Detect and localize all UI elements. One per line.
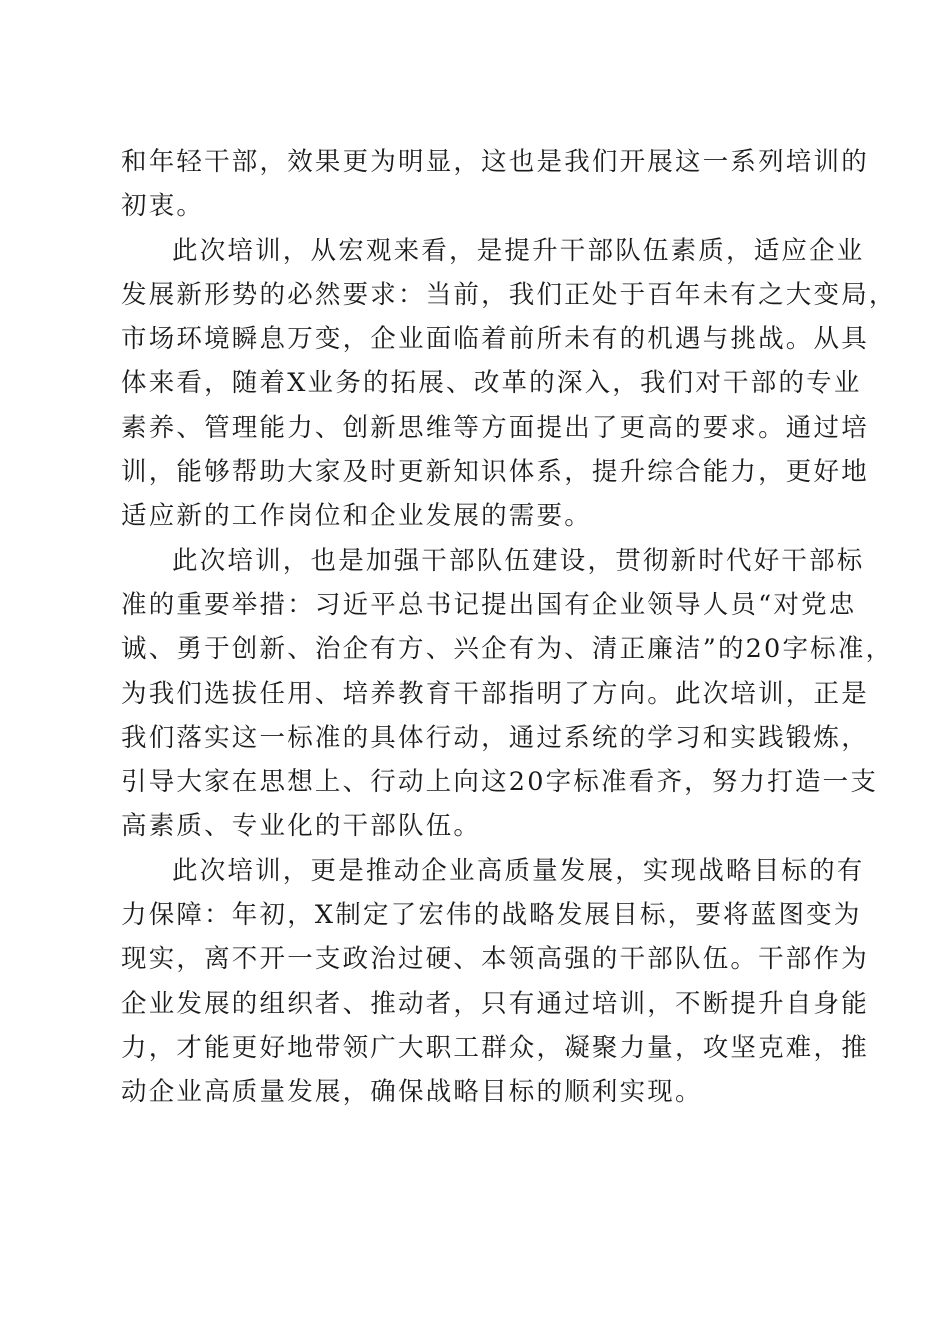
paragraph-2 xyxy=(121,229,897,539)
text-line: 动企业高质量发展，确保战略目标的顺利实现。 xyxy=(121,1077,703,1108)
text-line: 现实，离不开一支政治过硬、本领高强的干部队伍。干部作为 xyxy=(121,944,869,975)
body-text xyxy=(121,140,897,1115)
text-line: 准的重要举措：习近平总书记提出国有企业领导人员“对党忠 xyxy=(121,589,857,620)
text-line: 我们落实这一标准的具体行动，通过系统的学习和实践锻炼， xyxy=(121,722,869,753)
text-line: 初衷。 xyxy=(121,191,205,222)
text-line-indented: 此次培训，更是推动企业高质量发展，实现战略目标的有 xyxy=(172,855,865,886)
text-line: 诚、勇于创新、治企有方、兴企有为、清正廉洁”的20字标准， xyxy=(121,634,894,665)
text-line-indented: 此次培训，从宏观来看，是提升干部队伍素质，适应企业 xyxy=(172,235,865,266)
text-line: 发展新形势的必然要求：当前，我们正处于百年未有之大变局， xyxy=(121,279,897,310)
text-line: 素养、管理能力、创新思维等方面提出了更高的要求。通过培 xyxy=(121,412,869,443)
paragraph-3 xyxy=(121,539,894,849)
text-line: 高素质、专业化的干部队伍。 xyxy=(121,811,482,842)
text-line: 力保障：年初，X制定了宏伟的战略发展目标，要将蓝图变为 xyxy=(121,900,862,931)
text-line: 引导大家在思想上、行动上向这20字标准看齐，努力打造一支 xyxy=(121,767,879,798)
paragraph-4 xyxy=(121,849,869,1115)
text-line: 和年轻干部，效果更为明显，这也是我们开展这一系列培训的 xyxy=(121,147,869,177)
text-line: 力，才能更好地带领广大职工群众，凝聚力量，攻坚克难，推 xyxy=(121,1032,869,1063)
text-line: 为我们选拔任用、培养教育干部指明了方向。此次培训，正是 xyxy=(121,678,869,709)
text-line: 企业发展的组织者、推动者，只有通过培训，不断提升自身能 xyxy=(121,988,869,1019)
text-line: 体来看，随着X业务的拓展、改革的深入，我们对干部的专业 xyxy=(121,368,862,399)
text-line: 适应新的工作岗位和企业发展的需要。 xyxy=(121,501,592,532)
text-line-indented: 此次培训，也是加强干部队伍建设，贯彻新时代好干部标 xyxy=(172,545,865,576)
text-line: 训，能够帮助大家及时更新知识体系，提升综合能力，更好地 xyxy=(121,457,869,488)
paragraph-1 xyxy=(121,140,869,229)
text-line: 市场环境瞬息万变，企业面临着前所未有的机遇与挑战。从具 xyxy=(121,324,869,355)
